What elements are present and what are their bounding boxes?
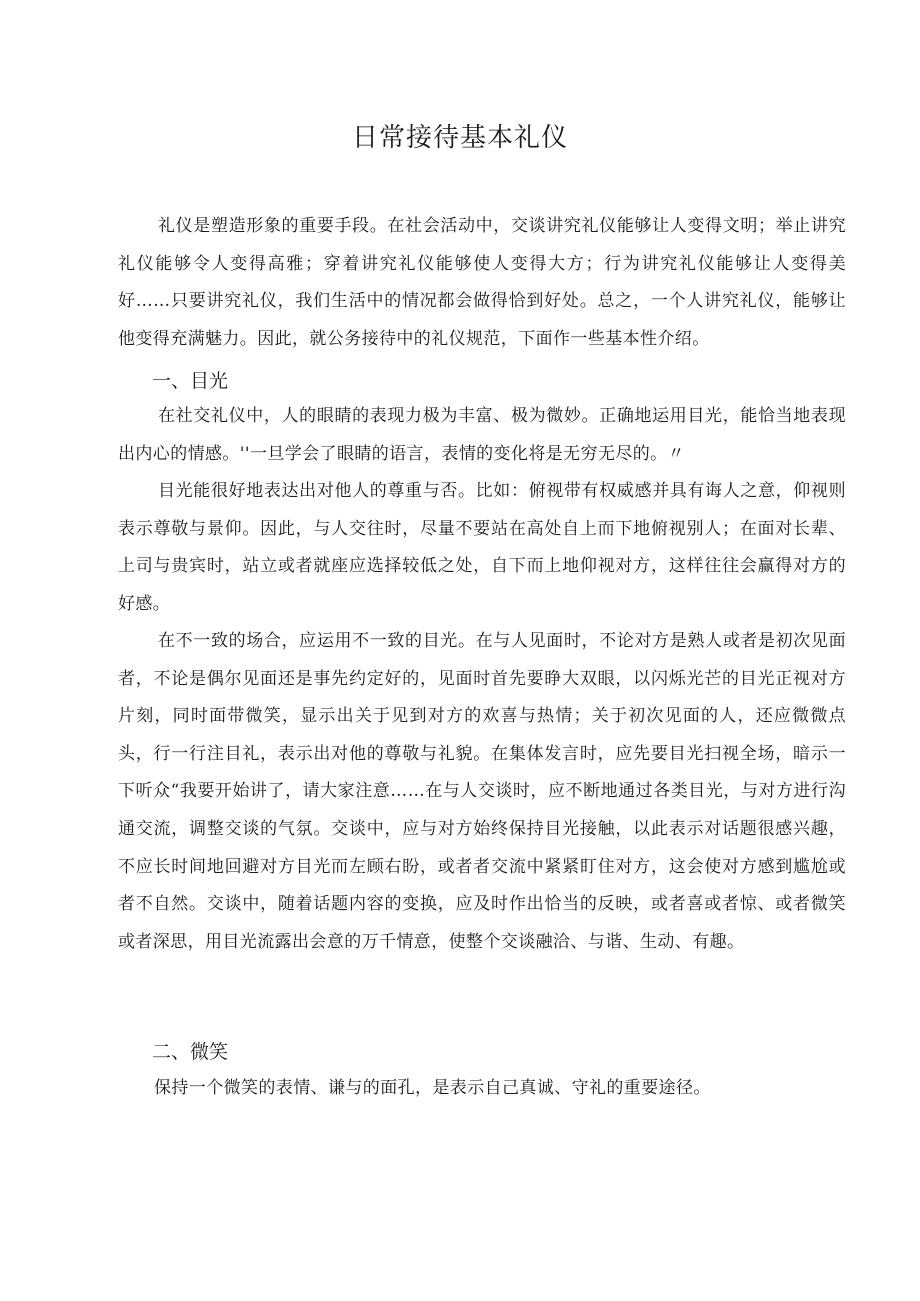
section-heading-smile: 二、微笑: [152, 1041, 229, 1063]
eyes-paragraph-1: 在社交礼仪中，人的眼睛的表现力极为丰富、极为微妙。正确地运用目光，能恰当地表现出内心的情感。''一旦学会了眼睛的语言，表情的变化将是无穷无尽的。〃: [118, 406, 846, 464]
smile-paragraph-1: 保持一个微笑的表情、谦与的面孔，是表示自己真诚、守礼的重要途径。: [154, 1078, 711, 1098]
section-heading-eyes: 一、目光: [152, 370, 229, 392]
eyes-paragraph-3: 在不一致的场合，应运用不一致的目光。在与人见面时，不论对方是熟人或者是初次见面者，不论是偶尔见面还是事先约定好的，见面时首先要睁大双眼，以闪烁光芒的目光正视对方片刻，同时面带微笑，显示出关于见到对方的欢喜与热情；关于初次见面的人，还应微微点头，行一行注目礼，表示出对他的尊敬与礼貌。在集体发言时，应先要目光扫视全场，暗示一下听众“我要开始讲了，请大家注意……在与人交谈时，应不断地通过各类目光，与对方进行沟通交流，调整交谈的气氛。交谈中，应与对方始终保持目光接触，以此表示对话题很感兴趣，不应长时间地回避对方目光而左顾右盼，或者者交流中紧紧盯住对方，这会使对方感到尴尬或者不自然。交谈中，随着话题内容的变换，应及时作出恰当的反映，或者喜或者惊、或者微笑或者深思，用目光流露出会意的万千情意，使整个交谈融洽、与谐、生动、有趣。: [118, 631, 846, 952]
intro-paragraph: 礼仪是塑造形象的重要手段。在社会活动中，交谈讲究礼仪能够让人变得文明；举止讲究礼仪能够令人变得高雅；穿着讲究礼仪能够使人变得大方；行为讲究礼仪能够让人变得美好……只要讲究礼仪，我们生活中的情况都会做得恰到好处。总之，一个人讲究礼仪，能够让他变得充满魅力。因此，就公务接待中的礼仪规范，下面作一些基本性介绍。: [118, 216, 846, 349]
eyes-paragraph-2: 目光能很好地表达出对他人的尊重与否。比如：俯视带有权威感并具有诲人之意，仰视则表示尊敬与景仰。因此，与人交往时，尽量不要站在高处自上而下地俯视别人；在面对长辈、上司与贵宾时，站立或者就座应选择较低之处，自下而上地仰视对方，这样往往会赢得对方的好感。: [118, 481, 846, 614]
document-title: 日常接待基本礼仪: [351, 123, 568, 153]
